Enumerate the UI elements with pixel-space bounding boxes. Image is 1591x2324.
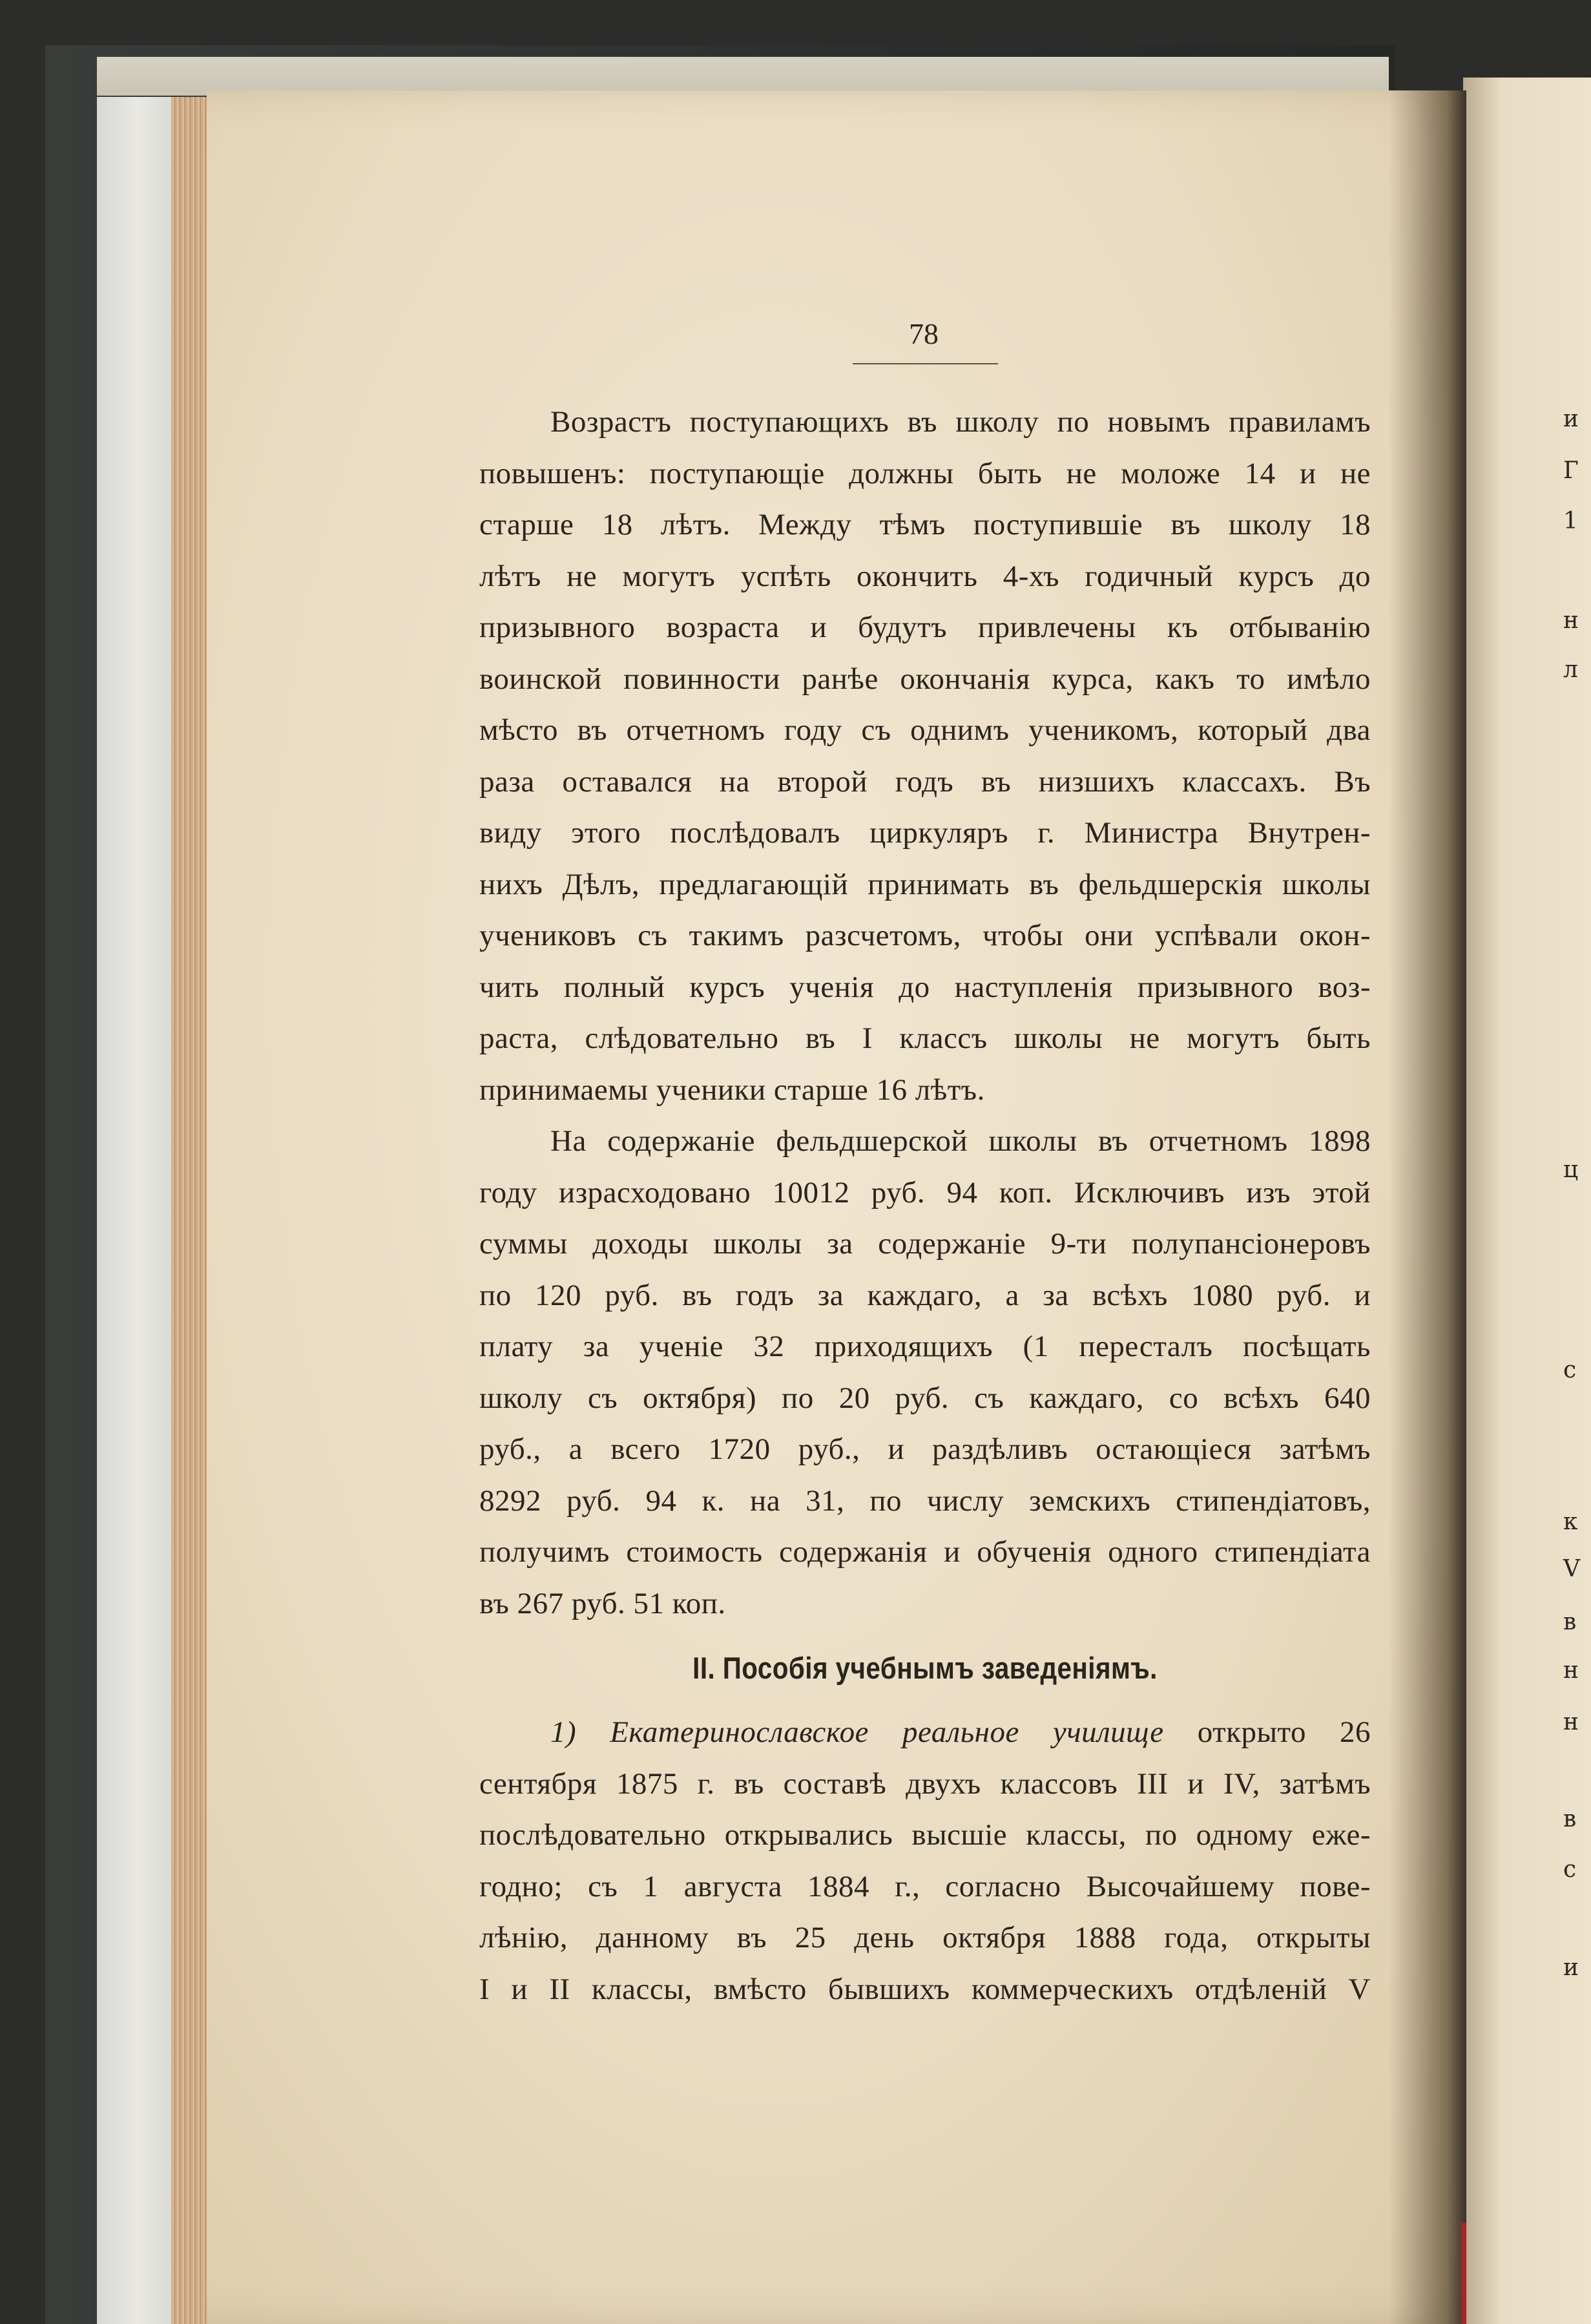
text-line: въ 267 руб. 51 коп.: [479, 1586, 726, 1620]
text-line: плату за ученіе 32 приходящихъ (1 пересталъ посѣщать: [479, 1330, 1371, 1363]
next-page-fragment: и: [1563, 406, 1579, 432]
page-gutter: [1389, 90, 1466, 2324]
page-number: 78: [909, 317, 939, 350]
next-page-fragment: с: [1563, 1357, 1577, 1383]
italic-lead: 1) Екатеринославское реальное училище: [550, 1715, 1164, 1749]
text-line: году израсходовано 10012 руб. 94 коп. Исключивъ изъ этой: [479, 1175, 1371, 1209]
bookmark-ribbon: [1461, 2223, 1466, 2324]
text-line: 8292 руб. 94 к. на 31, по числу земскихъ стипендіатовъ,: [479, 1483, 1371, 1518]
text-line: раста, слѣдовательно въ I классъ школы не могутъ быть: [479, 1021, 1371, 1055]
next-page-fragment: в: [1563, 1806, 1577, 1832]
text-line: суммы доходы школы за содержаніе 9-ти полупансіонеровъ: [479, 1227, 1371, 1261]
text-line: руб., а всего 1720 руб., и раздѣливъ остающіеся затѣмъ: [479, 1432, 1371, 1466]
text-line: по 120 руб. въ годъ за каждаго, а за всѣхъ 1080 руб. и: [479, 1278, 1371, 1312]
text-line: принимаемы ученики старше 16 лѣтъ.: [479, 1073, 985, 1107]
paragraph-admission-age: [479, 397, 1371, 1116]
text-line: сентября 1875 г. въ составѣ двухъ классовъ III и IV, затѣмъ: [479, 1766, 1371, 1801]
text-line: послѣдовательно открывались высшіе классы, по одному еже-: [479, 1818, 1371, 1852]
text-line: воинской повинности ранѣе окончанія курса, какъ то имѣло: [479, 662, 1371, 696]
page-number-rule: [853, 363, 998, 364]
text-line: [479, 1707, 1371, 1759]
next-page-fragment: с: [1563, 1856, 1577, 1883]
paragraph-realschool: [479, 1707, 1371, 2015]
text-line: нихъ Дѣлъ, предлагающій принимать въ фельдшерскія школы: [479, 867, 1371, 901]
text-line: призывного возраста и будутъ привлечены къ отбыванію: [479, 611, 1371, 644]
section-heading: II. Пособія учебнымъ заведеніямъ.: [692, 1651, 1158, 1685]
text-line: виду этого послѣдовалъ циркуляръ г. Министра Внутрен-: [479, 816, 1371, 850]
text-line: раза оставался на второй годъ въ низшихъ классахъ. Въ: [479, 764, 1371, 799]
next-page-fragment: в: [1563, 1609, 1577, 1635]
text-line: I и II классы, вмѣсто бывшихъ коммерческихъ отдѣленій V: [479, 1972, 1371, 2006]
text-line: лѣтъ не могутъ успѣть окончить 4-хъ годичный курсъ до: [479, 559, 1371, 593]
next-page-fragment: н: [1563, 1709, 1579, 1735]
next-page-fragment: н: [1563, 1657, 1579, 1684]
text-line: получимъ стоимость содержанія и обученія одного стипендіата: [479, 1535, 1371, 1569]
next-page-fragment: л: [1563, 656, 1578, 683]
next-page-fragment: 1: [1563, 508, 1578, 534]
text-line: учениковъ съ такимъ разсчетомъ, чтобы они успѣвали окон-: [479, 919, 1371, 952]
body-text: [479, 397, 1371, 2015]
text-line: школу съ октября) по 20 руб. съ каждаго, со всѣхъ 640: [479, 1381, 1371, 1415]
backing-board-top: [97, 57, 1389, 96]
text-line: годно; съ 1 августа 1884 г., согласно Высочайшему пове-: [479, 1869, 1371, 1903]
next-page-fragment: к: [1563, 1509, 1578, 1535]
paragraph-school-expenses: [479, 1116, 1371, 1629]
text-line: повышенъ: поступающіе должны быть не моложе 14 и не: [479, 456, 1371, 490]
next-page-fragment: Г: [1563, 457, 1579, 484]
next-page-fragment: н: [1563, 607, 1579, 634]
text-line: мѣсто въ отчетномъ году съ однимъ ученикомъ, который два: [479, 713, 1371, 747]
next-page-fragment: V: [1563, 1556, 1580, 1582]
text-line: старше 18 лѣтъ. Между тѣмъ поступившіе въ школу 18: [479, 508, 1371, 541]
text-line: чить полный курсъ ученія до наступленія призывного воз-: [479, 970, 1371, 1004]
text-line: Возрастъ поступающихъ въ школу по новымъ правиламъ: [550, 405, 1371, 439]
next-page-fragment: ц: [1563, 1157, 1579, 1183]
first-line-rest: открыто 26: [1197, 1715, 1371, 1749]
next-page-fragment: и: [1563, 1954, 1579, 1981]
text-line: На содержаніе фельдшерской школы въ отчетномъ 1898: [550, 1124, 1371, 1158]
text-line: лѣнію, данному въ 25 день октября 1888 года, открыты: [479, 1921, 1371, 1954]
